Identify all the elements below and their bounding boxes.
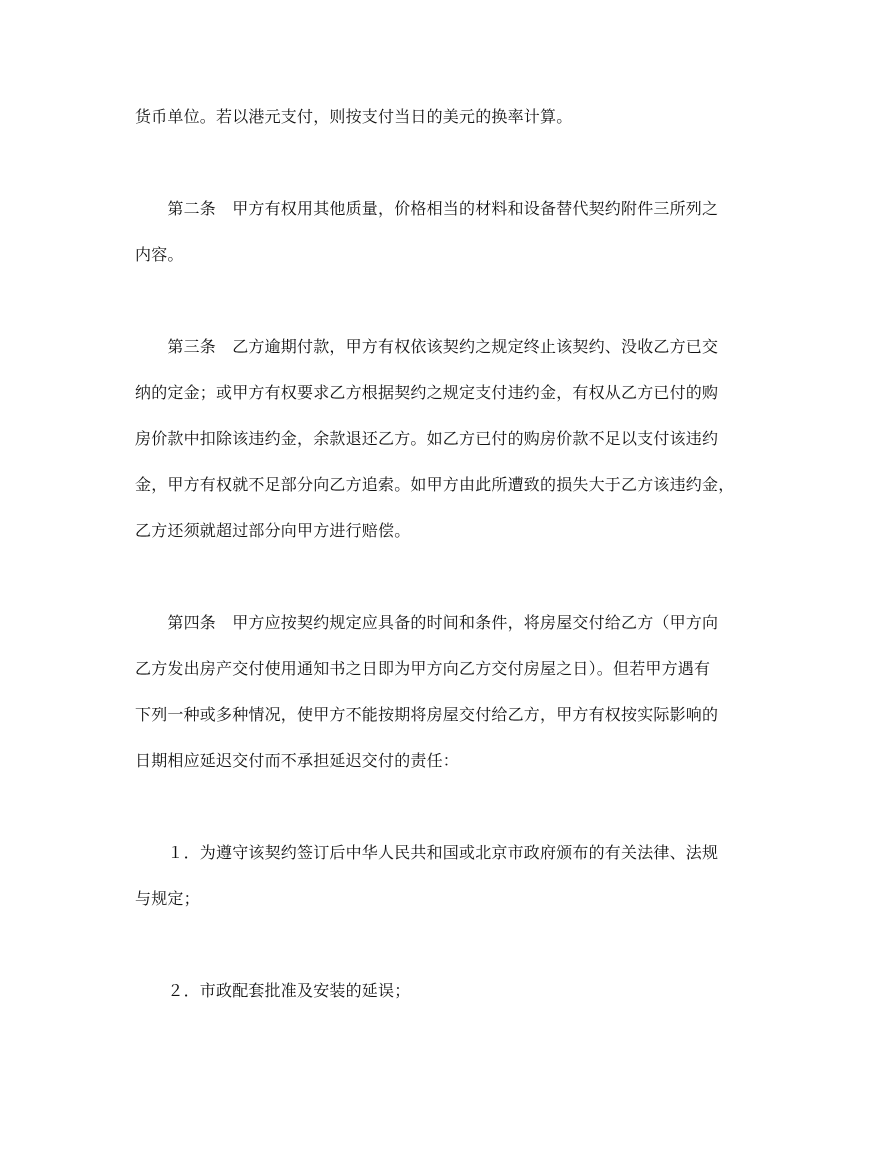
text-line: 内容。 [135,245,184,264]
text-line: 乙方还须就超过部分向甲方进行赔偿。 [135,521,411,540]
text-line: 第四条 甲方应按契约规定应具备的时间和条件，将房屋交付给乙方（甲方向 [135,613,719,632]
text-line: 纳的定金；或甲方有权要求乙方根据契约之规定支付违约金，有权从乙方已付的购 [135,383,719,402]
text-line: 房价款中扣除该违约金，余款退还乙方。如乙方已付的购房价款不足以支付该违约 [135,429,719,448]
text-line: 金，甲方有权就不足部分向乙方追索。如甲方由此所遭致的损失大于乙方该违约金， [135,475,735,494]
text-line: 第三条 乙方逾期付款，甲方有权依该契约之规定终止该契约、没收乙方已交 [135,337,719,356]
text-line: 与规定； [135,889,200,908]
text-line: 第二条 甲方有权用其他质量，价格相当的材料和设备替代契约附件三所列之 [135,199,719,218]
text-line: 货币单位。若以港元支付，则按支付当日的美元的换率计算。 [135,107,573,126]
text-line: １．为遵守该契约签订后中华人民共和国或北京市政府颁布的有关法律、法规 [135,843,719,862]
text-line: 日期相应延迟交付而不承担延迟交付的责任： [135,751,460,770]
text-line: 下列一种或多种情况，使甲方不能按期将房屋交付给乙方，甲方有权按实际影响的 [135,705,719,724]
text-line: ２．市政配套批准及安装的延误； [135,981,411,1000]
text-line: 乙方发出房产交付使用通知书之日即为甲方向乙方交付房屋之日）。但若甲方遇有 [135,659,711,678]
